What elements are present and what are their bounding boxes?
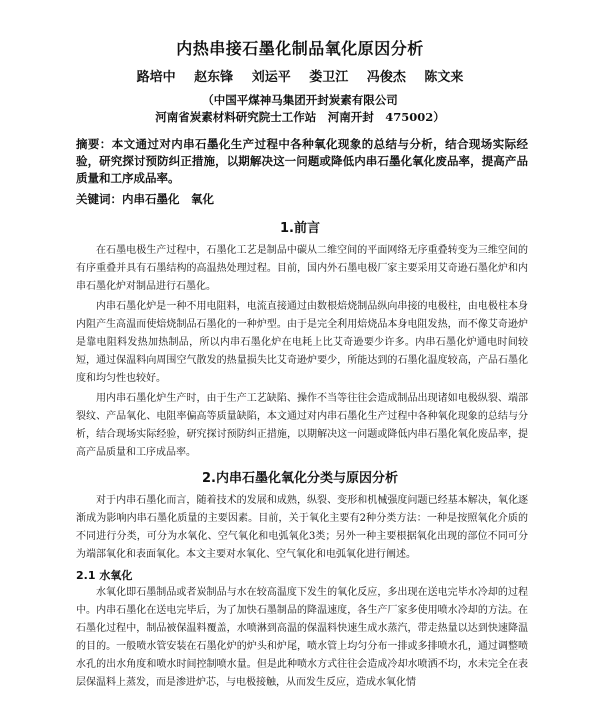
affiliation-line-1: （中国平煤神马集团开封炭素有限公司 xyxy=(202,93,398,107)
section-1-paragraph: 用内串石墨化炉生产时，由于生产工艺缺陷、操作不当等往往会造成制品出现诸如电极纵裂、端部裂纹、产品氧化、电阻率偏高等质量缺陷，本文通过对内串石墨化生产过程中各种氧化现象的总结与分析，结合现场实际经验，研究探讨预防纠正措施，以期解决这一问题或降低内串石墨化氧化废品率，提高产品质量和工序成品率。 xyxy=(76,393,528,458)
author-list xyxy=(0,66,600,85)
abstract-label: 摘要： xyxy=(76,137,112,151)
section-1-paragraph: 在石墨电极生产过程中，石墨化工艺是制品中碳从二维空间的平面网络无序重叠转变为三维空间的有序重叠并具有石墨结构的高温热处理过程。目前，国内外石墨电极厂家主要采用艾奇逊石墨化炉和内串石墨化炉对制品进行石墨化。 xyxy=(76,245,528,292)
section-2-paragraph: 对于内串石墨化而言，随着技术的发展和成熟，纵裂、变形和机械强度问题已经基本解决，氧化逐渐成为影响内串石墨化质量的主要因素。目前，关于氧化主要有2种分类方法：一种是按照氧化介质的不同进行分类，可分为水氧化、空气氧化和电弧氧化3类；另外一种主要根据氧化出现的部位不同可分为端部氧化和表面氧化。本文主要对水氧化、空气氧化和电弧氧化进行阐述。 xyxy=(76,495,528,560)
section-1-heading: 1.前言 xyxy=(280,221,320,236)
keywords-label: 关键词： xyxy=(76,192,122,206)
section-1-paragraph: 内串石墨化炉是一种不用电阻料，电流直接通过由数根焙烧制品纵向串接的电极柱，由电极柱本身内阻产生高温而使焙烧制品石墨化的一种炉型。由于是完全利用焙烧品本身电阻发热，而不像艾奇逊炉是靠电阻料发热加热制品，所以内串石墨化炉在电耗上比艾奇逊要少许多。内串石墨化炉通电时间较短，通过保温料向周围空气散发的热量损失比艾奇逊炉要少，所能达到的石墨化温度较高，产品石墨化度和均匀性也较好。 xyxy=(76,301,528,384)
author-name: 刘运平 xyxy=(251,70,291,85)
author-name: 赵东锋 xyxy=(194,70,234,85)
section-2-heading: 2.内串石墨化氧化分类与原因分析 xyxy=(202,471,398,486)
affiliation-line-2: 河南省炭素材料研究院士工作站 河南开封 475002） xyxy=(155,110,445,124)
author-name: 冯俊杰 xyxy=(366,70,406,85)
abstract xyxy=(76,136,528,187)
abstract-text: 本文通过对内串石墨化生产过程中各种氧化现象的总结与分析，结合现场实际经验，研究探讨预防纠正措施，以期解决这一问题或降低内串石墨化氧化废品率，提高产品质量和工序成品率。 xyxy=(76,137,528,185)
subsection-2-1-heading: 2.1 水氧化 xyxy=(76,569,133,582)
subsection-2-1-paragraph: 水氧化即石墨制品或者炭制品与水在较高温度下发生的氧化反应，多出现在送电完毕水冷却的过程中。内串石墨化在送电完毕后，为了加快石墨制品的降温速度，各生产厂家多使用喷水冷却的方法。在石墨化过程中，制品被保温料覆盖，水喷淋到高温的保温料快速生成水蒸汽，带走热量以达到快速降温的目的。一般喷水管安装在石墨化炉的炉头和炉尾，喷水管上均匀分布一排或多排喷水孔，通过调整喷水孔的出水角度和喷水时间控制喷水量。但是此种喷水方式往往会造成冷却水喷洒不均，水未完全在表层保温料上蒸发，而是渗进炉芯，与电极接触，从而发生反应，造成水氧化情 xyxy=(76,587,528,688)
author-name: 陈文来 xyxy=(424,70,464,85)
author-name: 路培中 xyxy=(136,70,176,85)
paper-title: 内热串接石墨化制品氧化原因分析 xyxy=(176,39,424,58)
keywords xyxy=(76,191,528,207)
keywords-text: 内串石墨化 氧化 xyxy=(122,192,214,206)
author-name: 娄卫江 xyxy=(309,70,349,85)
